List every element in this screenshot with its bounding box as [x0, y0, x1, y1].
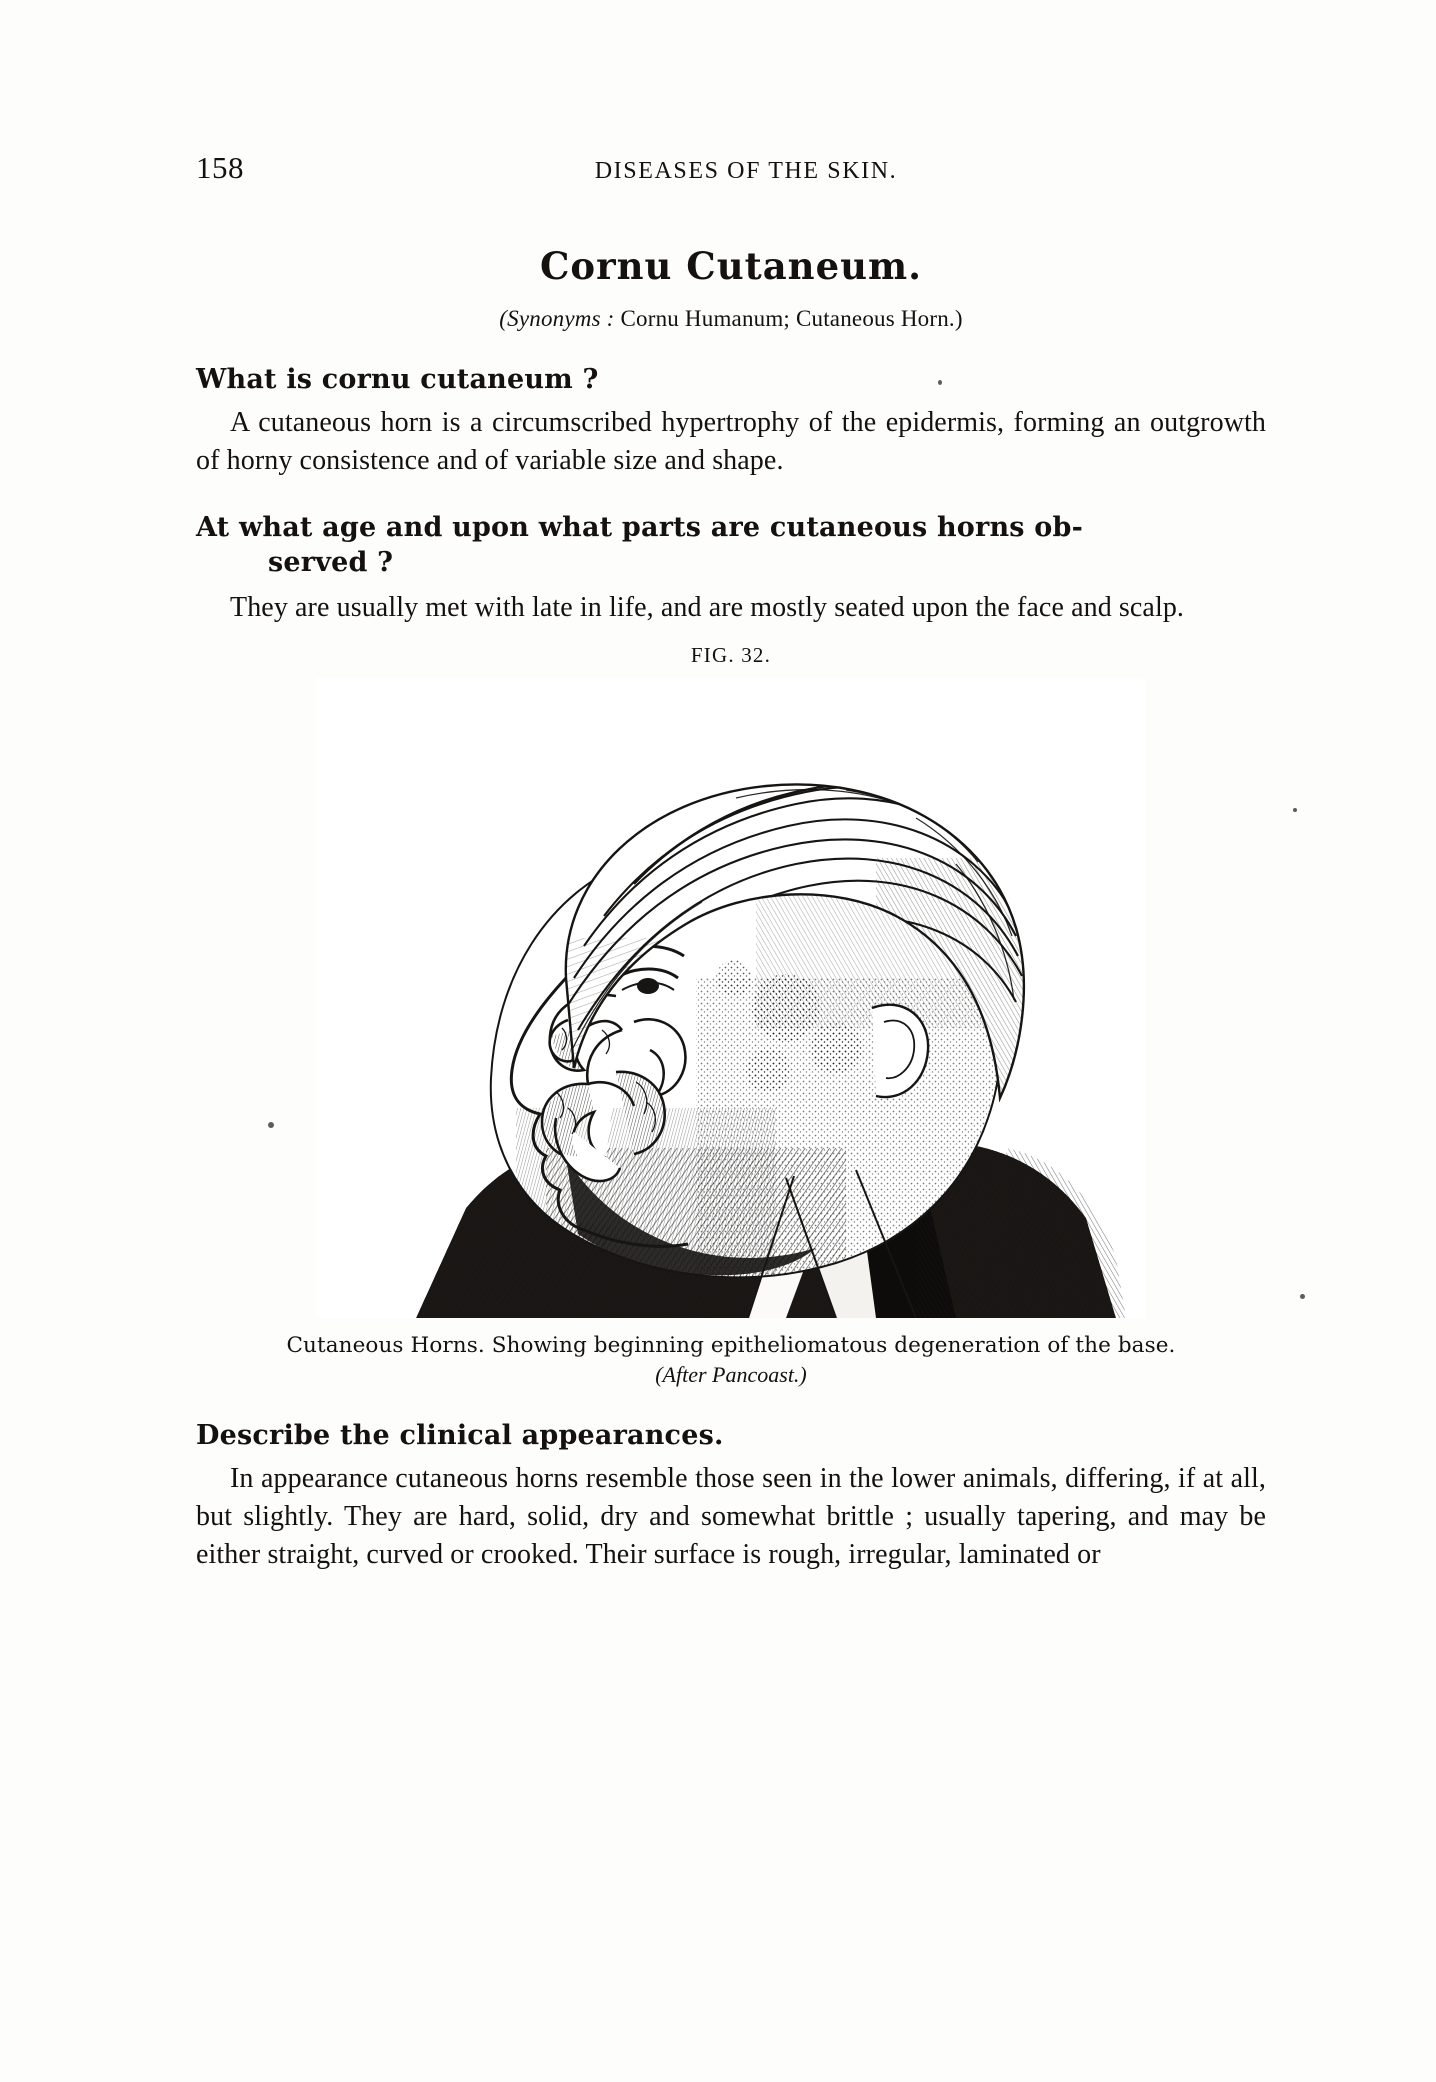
page-content — [196, 150, 1266, 1574]
figure-caption: Cutaneous Horns. Showing beginning epitheliomatous degeneration of the base. — [286, 1333, 1176, 1359]
question-heading-2-line1: At what age and upon what parts are cutaneous horns ob- — [196, 511, 1083, 543]
answer-paragraph-2: They are usually met with late in life, and are mostly seated upon the face and scalp. — [230, 592, 1185, 624]
figure-block — [196, 643, 1266, 1388]
scan-speck — [1300, 1294, 1305, 1299]
running-head-title: DISEASES OF THE SKIN. — [594, 158, 898, 184]
engraving-portrait-man-with-cutaneous-horns-on-face — [316, 678, 1146, 1318]
figure-credit: (After Pancoast.) — [655, 1362, 807, 1388]
question-heading-2-line2: served ? — [268, 547, 394, 579]
question-heading-1: What is cornu cutaneum ? — [196, 364, 599, 395]
question-heading-2 — [196, 510, 1266, 581]
synonyms-value: Cornu Humanum; Cutaneous Horn.) — [620, 306, 963, 331]
answer-paragraph-1: A cutaneous horn is a circumscribed hypertrophy of the epidermis, forming an outgrowth of horny consistence and of variable size and shape. — [196, 406, 1266, 476]
page-number: 158 — [196, 150, 244, 185]
figure-label: FIG. 32. — [690, 643, 772, 668]
figure-image — [316, 678, 1146, 1318]
running-head — [196, 150, 1266, 196]
answer-paragraph-3: In appearance cutaneous horns resemble those seen in the lower animals, differing, if at all, but slightly. They are hard, solid, dry and somewhat brittle ; usually tapering, and may be either straight, curved or crooked. Their surface is rough, irregular, laminated or — [196, 1462, 1266, 1570]
question-heading-3: Describe the clinical appearances. — [196, 1420, 724, 1452]
page-title: Cornu Cutaneum. — [539, 244, 923, 288]
synonyms-label: (Synonyms : — [499, 306, 615, 331]
synonyms-line — [196, 306, 1266, 332]
scan-speck — [1293, 808, 1297, 812]
